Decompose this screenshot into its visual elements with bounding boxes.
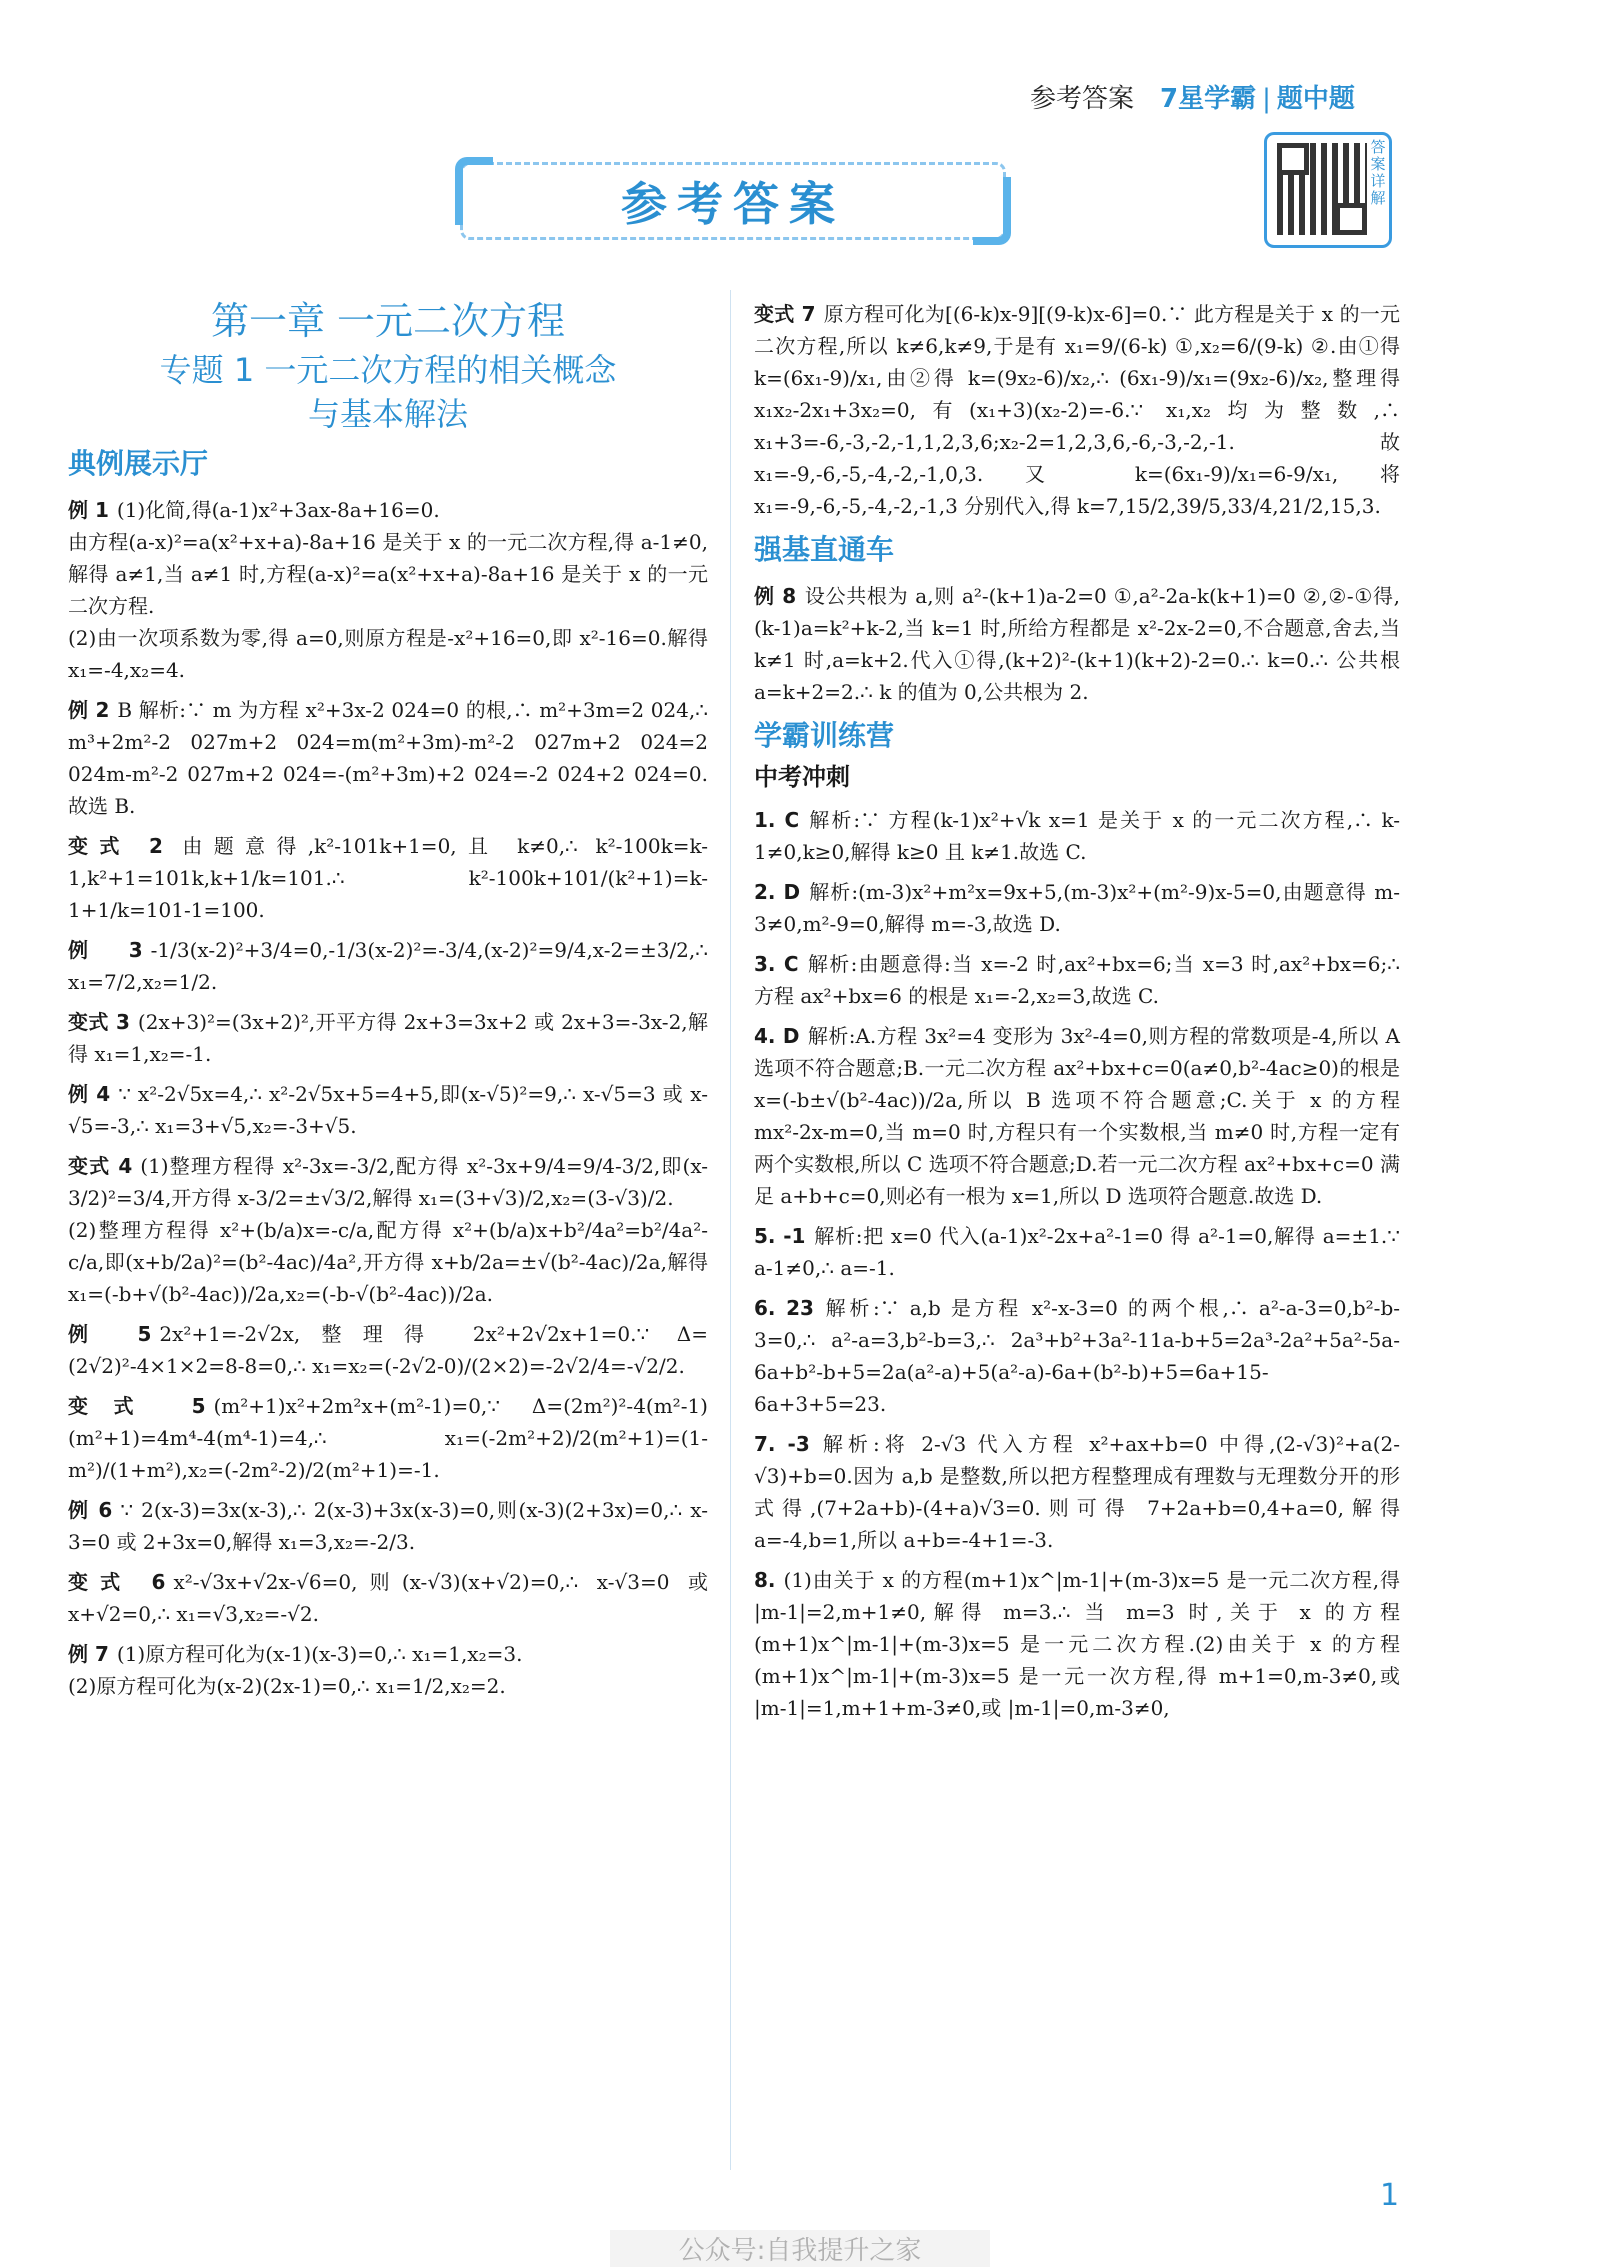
banner-bracket-left [455, 157, 493, 225]
answer-text: 解析:∵ a,b 是方程 x²-x-3=0 的两个根,∴ a²-a-3=0,b²-b-3=0,∴ a²-a=3,b²-b=3,∴ 2a³+b²+3a²-11a-b+5=2a³-2a²+5a²-5a-6a+b²-b+5=2a(a²-a)+5(a²-a)-6a+(b²-b)+5=6a+15-6a+3+5=23. [754, 1296, 1401, 1416]
answer-text: ∵ x²-2√5x=4,∴ x²-2√5x+5=4+5,即(x-√5)²=9,∴ x-√5=3 或 x-√5=-3,∴ x₁=3+√5,x₂=-3+√5. [68, 1082, 708, 1138]
answer-label: 变式 5 [68, 1394, 206, 1418]
answer-label: 7. -3 [754, 1432, 810, 1456]
answer-label: 例 3 [68, 938, 143, 962]
answer-item [68, 1006, 708, 1070]
answer-text: 解析:∵ 方程(k-1)x²+√k x=1 是关于 x 的一元二次方程,∴ k-1≠0,k≥0,解得 k≥0 且 k≠1.故选 C. [754, 808, 1400, 864]
answer-text: (2x+3)²=(3x+2)²,开平方得 2x+3=3x+2 或 2x+3=-3x-2,解得 x₁=1,x₂=-1. [68, 1010, 708, 1066]
topic-title-line1: 专题 1 一元二次方程的相关概念 [159, 351, 617, 389]
section-heading-xueba: 学霸训练营 [754, 719, 895, 752]
series-name: 题中题 [1276, 84, 1355, 114]
answer-text: 由题意得,k²-101k+1=0,且 k≠0,∴ k²-100k=k-1,k²+1=101k,k+1/k=101.∴ k²-100k+101/(k²+1)=k-1+1/k=101-1=100. [68, 834, 708, 922]
banner-title: 参考答案 [621, 177, 845, 231]
answer-item [68, 1566, 708, 1630]
qr-code[interactable] [1264, 132, 1392, 248]
chapter-title: 第一章 一元二次方程 [210, 299, 566, 343]
answer-label: 变式 6 [68, 1570, 166, 1594]
right-answers-b [754, 580, 1400, 708]
answer-label: 4. D [754, 1024, 800, 1048]
answer-item [754, 1564, 1400, 1724]
header-section: 参考答案 [1030, 84, 1135, 114]
answer-label: 变式 4 [68, 1154, 133, 1178]
column-divider [730, 290, 731, 2170]
answer-text: ∵ 2(x-3)=3x(x-3),∴ 2(x-3)+3x(x-3)=0,则(x-3)(2+3x)=0,∴ x-3=0 或 2+3x=0,解得 x₁=3,x₂=-2/3. [68, 1498, 708, 1554]
answer-item [68, 1670, 708, 1702]
answer-text: (m²+1)x²+2m²x+(m²-1)=0,∵ Δ=(2m²)²-4(m²-1)(m²+1)=4m⁴-4(m⁴-1)=4,∴ x₁=(-2m²+2)/2(m²+1)=(1-m²)/(1+m²),x₂=(-2m²-2)/2(m²+1)=-1. [68, 1394, 708, 1482]
answer-item [68, 1390, 708, 1486]
answer-item [68, 1150, 708, 1214]
answer-item [754, 948, 1400, 1012]
answer-label: 5. -1 [754, 1224, 806, 1248]
title-banner [460, 162, 1006, 240]
answer-item [68, 934, 708, 998]
topic-title-line2: 与基本解法 [307, 395, 468, 433]
answer-label: 例 2 [68, 698, 110, 722]
answer-label: 例 6 [68, 1498, 113, 1522]
answer-text: (1)化简,得(a-1)x²+3ax-8a+16=0. [116, 498, 440, 522]
answer-item [68, 494, 708, 526]
answer-label: 变式 3 [68, 1010, 130, 1034]
left-answers [68, 494, 708, 1702]
answer-label: 2. D [754, 880, 801, 904]
answer-item [754, 298, 1400, 522]
answer-text: 解析:(m-3)x²+m²x=9x+5,(m-3)x²+(m²-9)x-5=0,由题意得 m-3≠0,m²-9=0,解得 m=-3,故选 D. [754, 880, 1401, 936]
answer-label: 例 8 [754, 584, 797, 608]
answer-item [754, 1220, 1400, 1284]
answer-text: (2)由一次项系数为零,得 a=0,则原方程是-x²+16=0,即 x²-16=0.解得 x₁=-4,x₂=4. [68, 626, 708, 682]
section-heading-qiangji: 强基直通车 [754, 533, 895, 566]
answer-item [68, 1318, 708, 1382]
qr-label: 答案详解 [1370, 138, 1386, 207]
header-separator: | [1262, 84, 1271, 114]
qr-pattern [1277, 143, 1367, 235]
answer-text: (2)整理方程得 x²+(b/a)x=-c/a,配方得 x²+(b/a)x+b²/4a²=b²/4a²-c/a,即(x+b/2a)²=(b²-4ac)/4a²,开方得 x+b/2a=±√(b²-4ac)/2a,解得 x₁=(-b+√(b²-4ac))/2a,x₂=(-b-√(b²-4ac))/2a. [68, 1218, 708, 1306]
answer-text: (1)由关于 x 的方程(m+1)x^|m-1|+(m-3)x=5 是一元二次方程,得 |m-1|=2,m+1≠0,解得 m=3.∴ 当 m=3 时,关于 x 的方程(m+1)x^|m-1|+(m-3)x=5 是一元二次方程.(2)由关于 x 的方程(m+1)x^|m-1|+(m-3)x=5 是一元一次方程,得 m+1=0,m-3≠0,或 |m-1|=1,m+1+m-3≠0,或 |m-1|=0,m-3≠0, [754, 1568, 1400, 1720]
banner-bracket-right [973, 177, 1011, 245]
answer-item [68, 622, 708, 686]
answer-item [68, 1214, 708, 1310]
answer-text: 设公共根为 a,则 a²-(k+1)a-2=0 ①,a²-2a-k(k+1)=0 ②,②-①得,(k-1)a=k²+k-2,当 k=1 时,所给方程都是 x²-2x-2=0,不合题意,舍去,当 k≠1 时,a=k+2.代入①得,(k+2)²-(k+1)(k+2)-2=0.∴ k=0.∴ 公共根 a=k+2=2.∴ k 的值为 0,公共根为 2. [754, 584, 1400, 704]
answer-label: 3. C [754, 952, 799, 976]
answer-text: (1)整理方程得 x²-3x=-3/2,配方得 x²-3x+9/4=9/4-3/2,即(x-3/2)²=3/4,开方得 x-3/2=±√3/2,解得 x₁=(3+√3)/2,x₂=(3-√3)/2. [68, 1154, 708, 1210]
answer-label: 例 4 [68, 1082, 111, 1106]
answer-item [754, 580, 1400, 708]
footer-watermark: 公众号:自我提升之家 [610, 2230, 990, 2267]
right-answers-c [754, 804, 1400, 1724]
answer-text: 解析:将 2-√3 代入方程 x²+ax+b=0 中得,(2-√3)²+a(2-√3)+b=0.因为 a,b 是整数,所以把方程整理成有理数与无理数分开的形式得,(7+2a+b)-(4+a)√3=0.则可得 7+2a+b=0,4+a=0,解得 a=-4,b=1,所以 a+b=-4+1=-3. [754, 1432, 1400, 1552]
answer-label: 变式 2 [68, 834, 163, 858]
answer-text: (2)原方程可化为(x-2)(2x-1)=0,∴ x₁=1/2,x₂=2. [68, 1674, 506, 1698]
answer-text: x²-√3x+√2x-√6=0,则(x-√3)(x+√2)=0,∴ x-√3=0 或 x+√2=0,∴ x₁=√3,x₂=-√2. [68, 1570, 708, 1626]
section-heading-dianli: 典例展示厅 [68, 447, 209, 480]
answer-text: 解析:由题意得:当 x=-2 时,ax²+bx=6;当 x=3 时,ax²+bx=6;∴ 方程 ax²+bx=6 的根是 x₁=-2,x₂=3,故选 C. [754, 952, 1400, 1008]
answer-label: 6. 23 [754, 1296, 814, 1320]
answer-label: 例 5 [68, 1322, 152, 1346]
answer-item [68, 830, 708, 926]
answer-text: 由方程(a-x)²=a(x²+x+a)-8a+16 是关于 x 的一元二次方程,得 a-1≠0,解得 a≠1,当 a≠1 时,方程(a-x)²=a(x²+x+a)-8a+16 是关于 x 的一元二次方程. [68, 530, 708, 618]
left-column [68, 290, 708, 1702]
answer-text: -1/3(x-2)²+3/4=0,-1/3(x-2)²=-3/4,(x-2)²=9/4,x-2=±3/2,∴ x₁=7/2,x₂=1/2. [68, 938, 708, 994]
right-answers-a [754, 298, 1400, 522]
answer-label: 1. C [754, 808, 800, 832]
page-header [1030, 78, 1355, 115]
answer-text: 解析:把 x=0 代入(a-1)x²-2x+a²-1=0 得 a²-1=0,解得 a=±1.∵ a-1≠0,∴ a=-1. [754, 1224, 1400, 1280]
answer-item [68, 1494, 708, 1558]
answer-item [754, 1428, 1400, 1556]
answer-item [68, 1638, 708, 1670]
answer-item [754, 1292, 1400, 1420]
answer-label: 变式 7 [754, 302, 816, 326]
answer-text: 解析:A.方程 3x²=4 变形为 3x²-4=0,则方程的常数项是-4,所以 A 选项不符合题意;B.一元二次方程 ax²+bx+c=0(a≠0,b²-4ac≥0)的根是 x=(-b±√(b²-4ac))/2a,所以 B 选项不符合题意;C.关于 x 的方程 mx²-2x-m=0,当 m=0 时,方程只有一个实数根,当 m≠0 时,方程一定有两个实数根,所以 C 选项不符合题意;D.若一元二次方程 ax²+bx+c=0 满足 a+b+c=0,则必有一根为 x=1,所以 D 选项符合题意.故选 D. [754, 1024, 1400, 1208]
answer-label: 例 1 [68, 498, 109, 522]
answer-item [754, 876, 1400, 940]
answer-item [68, 526, 708, 622]
page-number: 1 [1380, 2178, 1400, 2213]
answer-item [754, 1020, 1400, 1212]
answer-item [68, 694, 708, 822]
right-column [754, 290, 1400, 1724]
answer-item [754, 804, 1400, 868]
answer-item [68, 1078, 708, 1142]
answer-text: (1)原方程可化为(x-1)(x-3)=0,∴ x₁=1,x₂=3. [116, 1642, 523, 1666]
answer-text: 2x²+1=-2√2x,整理得 2x²+2√2x+1=0.∵ Δ=(2√2)²-4×1×2=8-8=0,∴ x₁=x₂=(-2√2-0)/(2×2)=-2√2/4=-√2/2. [68, 1322, 708, 1378]
answer-text: 原方程可化为[(6-k)x-9][(9-k)x-6]=0.∵ 此方程是关于 x 的一元二次方程,所以 k≠6,k≠9,于是有 x₁=9/(6-k) ①,x₂=6/(9-k) ②.由①得 k=(6x₁-9)/x₁,由②得 k=(9x₂-6)/x₂,∴ (6x₁-9)/x₁=(9x₂-6)/x₂,整理得 x₁x₂-2x₁+3x₂=0,有(x₁+3)(x₂-2)=-6.∵ x₁,x₂均为整数,∴ x₁+3=-6,-3,-2,-1,1,2,3,6;x₂-2=1,2,3,6,-6,-3,-2,-1.故 x₁=-9,-6,-5,-4,-2,-1,0,3.又 k=(6x₁-9)/x₁=6-9/x₁,将 x₁=-9,-6,-5,-4,-2,-1,3 分别代入,得 k=7,15/2,39/5,33/4,21/2,15,3. [754, 302, 1400, 518]
answer-text: B 解析:∵ m 为方程 x²+3x-2 024=0 的根,∴ m²+3m=2 024,∴ m³+2m²-2 027m+2 024=m(m²+3m)-m²-2 027m+2 024=2 024m-m²-2 027m+2 024=-(m²+3m)+2 024=-2 024+2 024=0.故选 B. [68, 698, 708, 818]
subsection-heading-zhongkao: 中考冲刺 [754, 763, 850, 791]
answer-label: 8. [754, 1568, 776, 1592]
answer-label: 例 7 [68, 1642, 109, 1666]
brand-name: 7星学霸 [1160, 84, 1257, 114]
